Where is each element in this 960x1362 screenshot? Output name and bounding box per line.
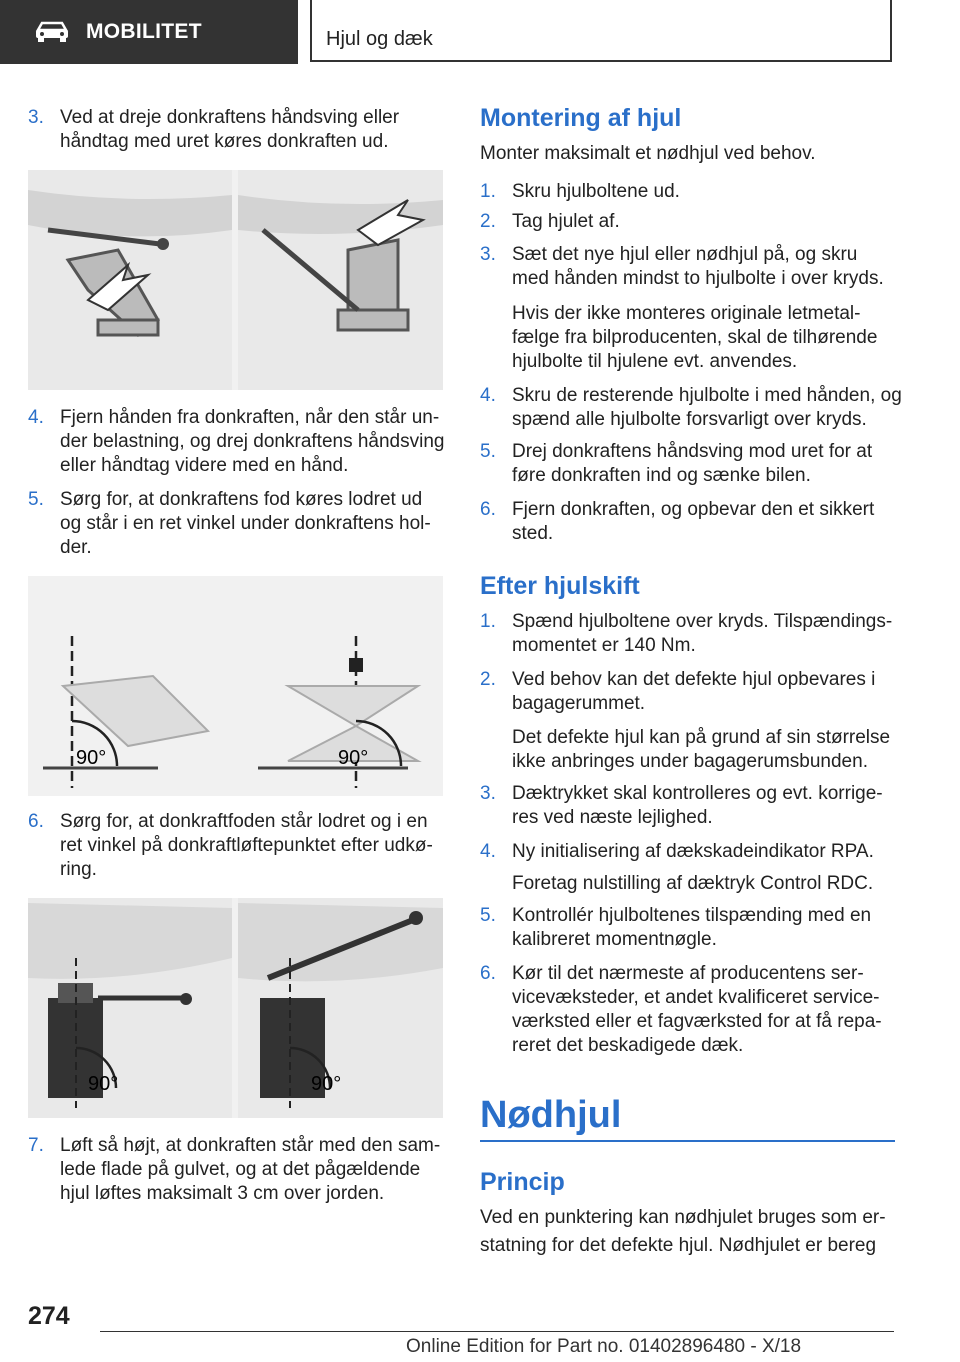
step-number: 4. [480,841,496,862]
step-number: 6. [480,499,496,520]
section-label: MOBILITET [86,20,202,43]
mounting-intro: Monter maksimalt et nødhjul ved behov. [480,143,816,164]
step-text: Tag hjulet af. [512,211,620,232]
step-text: Ny initialisering af dækskadeindikator RPA. [512,841,874,862]
step-number: 6. [28,811,44,832]
step-number: 4. [480,385,496,406]
step-text: Ved at dreje donkraftens håndsving eller håndtag med uret køres donkraften ud. [60,107,400,152]
mounting-title: Montering af hjul [480,104,682,132]
jack-lift-illustration [28,898,443,1118]
after-note-4: Foretag nulstilling af dæktryk Control RDC. [512,873,874,894]
step-text: Fjern donkraften, og opbevar den et sikkert sted. [512,499,875,544]
step-number: 2. [480,669,496,690]
step-number: 3. [28,107,44,128]
step-text: Skru hjulboltene ud. [512,181,680,202]
edition-footer: Online Edition for Part no. 01402896480 - X/18 [406,1336,802,1357]
step-number: 5. [480,441,496,462]
chapter-title: Hjul og dæk [326,28,433,50]
step-text: Sørg for, at donkraftfoden står lodret og i en ret vinkel på donkraftløftepunktet efter udkøring. [60,811,433,880]
step-text: Dæktrykket skal kontrolleres og evt. korrigeres ved næste lejlighed. [512,783,883,828]
section-tab [0,0,298,64]
angle-label: 90° [76,747,107,769]
step-number: 3. [480,783,496,804]
step-number: 5. [480,905,496,926]
step-text: Kontrollér hjulboltenes tilspænding med en kalibreret momentnøgle. [512,905,872,950]
principle-text: Ved en punktering kan nødhjulet bruges som erstatning for det defekte hjul. Nødhjulet er bereg [480,1207,886,1256]
step-number: 1. [480,181,496,202]
step-text: Ved behov kan det defekte hjul opbevares i bagagerummet. [512,669,876,714]
jack-crank-figure [28,170,443,390]
jack-angle-illustration [28,576,443,796]
page-number: 274 [28,1302,70,1330]
step-number: 7. [28,1135,44,1156]
step-text: Drej donkraftens håndsving mod uret for at føre donkraften ind og sænke bilen. [512,441,873,486]
title-rule [480,1140,895,1142]
chapter-header [310,0,892,62]
step-text: Sørg for, at donkraftens fod køres lodret ud og står i en ret vinkel under donkraftens holder. [60,489,431,558]
angle-label: 90° [311,1073,342,1095]
step-text: Kør til det nærmeste af producentens servicevæksteder, et andet kvalificeret serviceværksted eller et fagværksted for at få repareret det beskadigede dæk. [512,963,882,1056]
step-text: Fjern hånden fra donkraften, når den står under belastning, og drej donkraftens håndsving eller håndtag videre med en hånd. [60,407,445,476]
spare-wheel-title: Nødhjul [480,1094,622,1136]
car-icon [34,20,70,44]
angle-label: 90° [88,1073,119,1095]
step-text: Sæt det nye hjul eller nødhjul på, og skru med hånden mindst to hjulbolte i over kryds. [512,244,884,289]
step-number: 4. [28,407,44,428]
step-number: 6. [480,963,496,984]
step-text: Spænd hjulboltene over kryds. Tilspændingsmomentet er 140 Nm. [512,611,893,656]
step-number: 2. [480,211,496,232]
footer-rule [100,1331,894,1332]
mount-note: Hvis der ikke monteres originale letmetalfælge fra bilproducenten, skal de tilhørende hjulbolte til hjulene evt. anvendes. [512,303,878,372]
step-number: 1. [480,611,496,632]
angle-label: 90° [338,747,369,769]
jack-lift-figure [28,898,443,1118]
step-text: Løft så højt, at donkraften står med den samlede flade på gulvet, og at det pågældende hjul løftes maksimalt 3 cm over jorden. [60,1135,441,1204]
jack-crank-illustration [28,170,443,390]
after-change-title: Efter hjulskift [480,572,640,600]
step-text: Skru de resterende hjulbolte i med hånden, og spænd alle hjulbolte forsvarligt over kryds. [512,385,902,430]
step-number: 5. [28,489,44,510]
after-note-2: Det defekte hjul kan på grund af sin størrelse ikke anbringes under bagagerumsbunden. [512,727,891,772]
principle-title: Princip [480,1168,565,1196]
jack-angle-figure [28,576,443,796]
step-number: 3. [480,244,496,265]
